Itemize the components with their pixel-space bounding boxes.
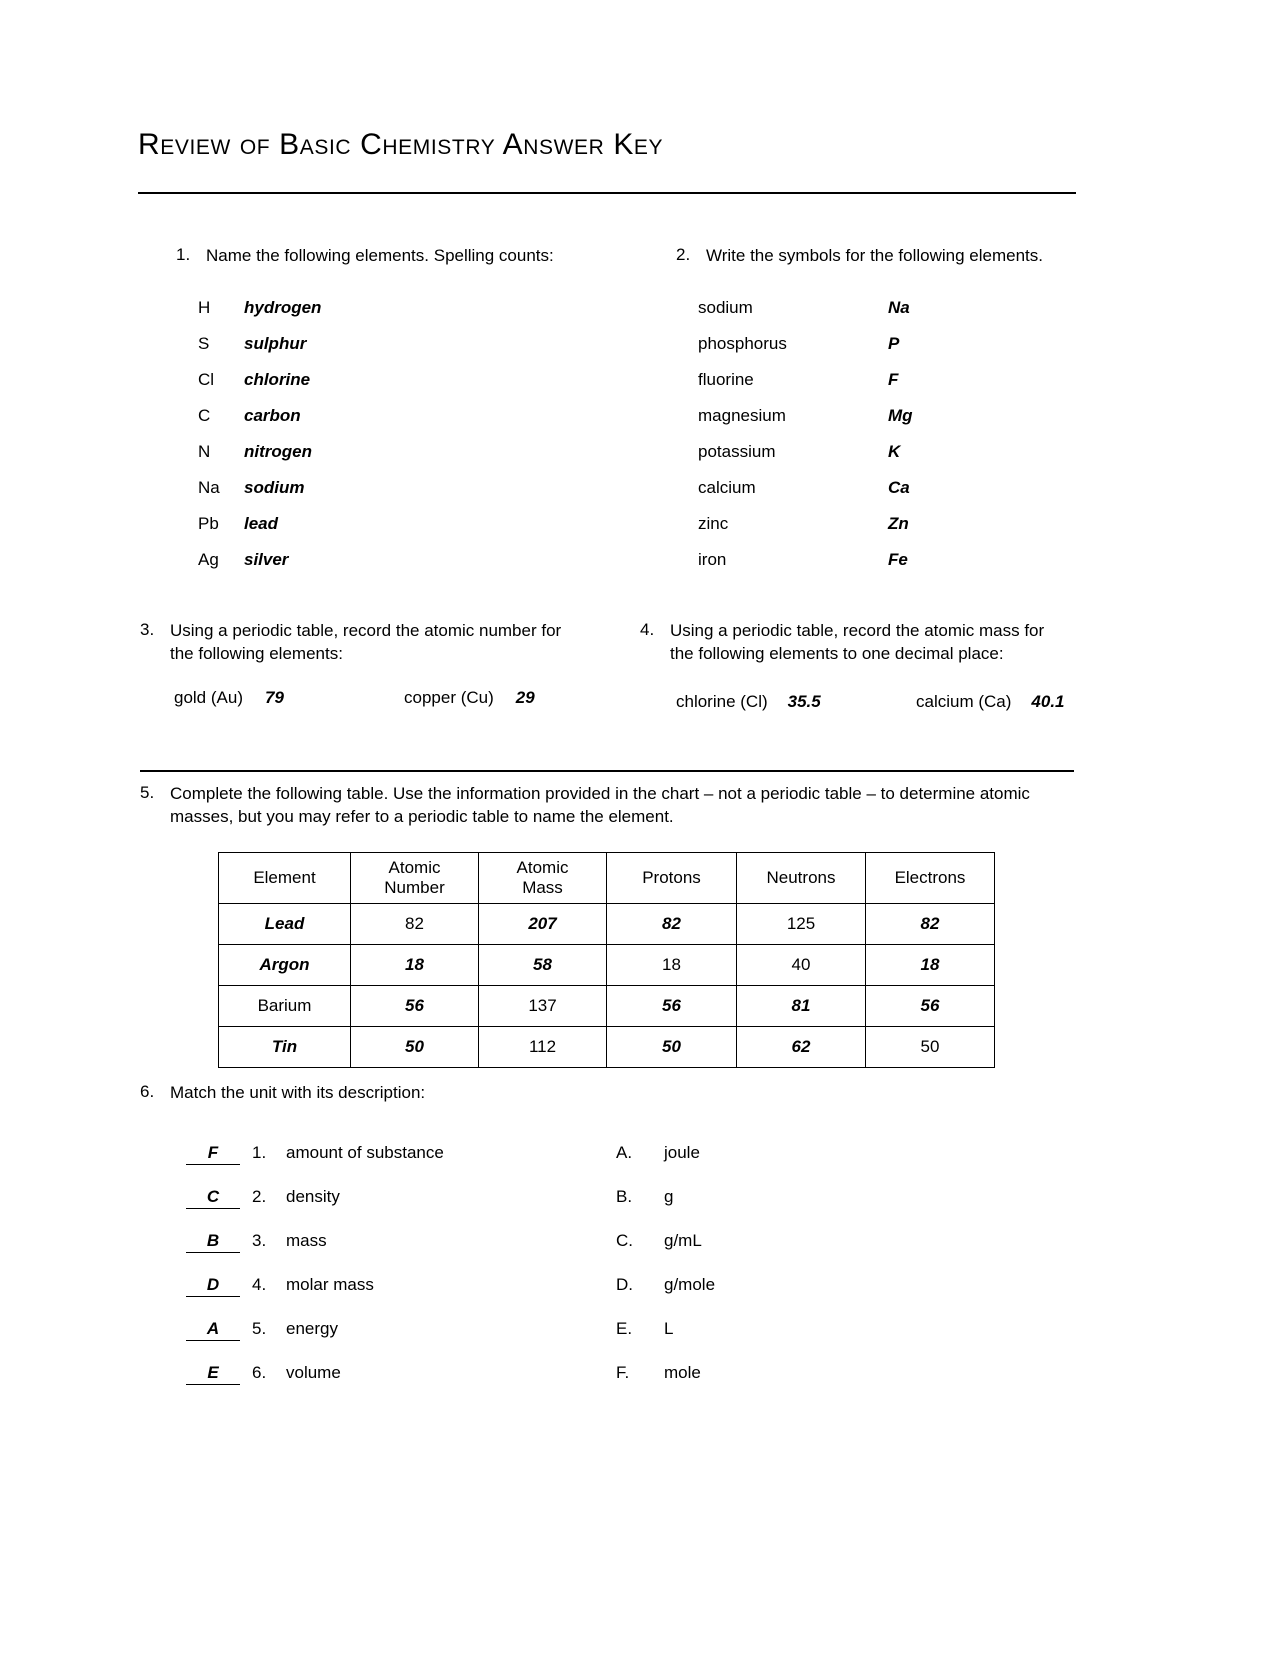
element-name: magnesium: [698, 405, 786, 425]
element-label: gold (Au): [174, 687, 243, 707]
element-name: sodium: [698, 297, 753, 317]
list-item: [616, 1231, 916, 1275]
page-title-wrap: [138, 128, 1076, 161]
element-pair-row: [198, 550, 596, 586]
cell-electrons: 56: [866, 986, 995, 1027]
cell-element: Lead: [219, 904, 351, 945]
element-pair-row: [698, 442, 1076, 478]
table-header-row: [219, 853, 995, 904]
element-symbol-answer: Mg: [888, 405, 913, 425]
question-3-text: Using a periodic table, record the atomic number for the following elements:: [170, 621, 562, 663]
question-3-item-1: [174, 688, 404, 708]
list-item: [616, 1319, 916, 1363]
element-symbol-answer: F: [888, 369, 899, 389]
element-pair-row: [698, 514, 1076, 550]
cell-atomic-number: 50: [351, 1027, 479, 1068]
element-pair-row: [198, 334, 596, 370]
atomic-number-answer: 79: [264, 687, 284, 707]
cell-atomic-mass: 58: [479, 945, 607, 986]
question-4-item-2: [916, 692, 1065, 712]
cell-electrons: 50: [866, 1027, 995, 1068]
atomic-number-answer: 29: [515, 687, 535, 707]
match-item-number: 3.: [252, 1231, 267, 1250]
element-name: potassium: [698, 441, 776, 461]
element-pair-row: [698, 550, 1076, 586]
match-answer-blank[interactable]: D: [186, 1275, 240, 1297]
question-3-heading: [140, 620, 610, 666]
cell-protons: 18: [607, 945, 737, 986]
element-label: calcium (Ca): [916, 691, 1012, 711]
table-row: [219, 1027, 995, 1068]
cell-electrons: 82: [866, 904, 995, 945]
atomic-mass-answer: 35.5: [787, 691, 821, 711]
element-symbol: N: [198, 441, 211, 461]
question-6-text: Match the unit with its description:: [170, 1083, 426, 1102]
element-symbol: Pb: [198, 513, 219, 533]
option-text: mole: [664, 1363, 701, 1382]
list-item: [186, 1187, 646, 1231]
header-line: Protons: [642, 867, 701, 887]
option-text: L: [664, 1319, 674, 1338]
cell-atomic-number: 56: [351, 986, 479, 1027]
cell-atomic-number: 82: [351, 904, 479, 945]
list-item: [186, 1363, 646, 1407]
element-symbol: H: [198, 297, 211, 317]
element-name: calcium: [698, 477, 756, 497]
section-divider: [140, 770, 1074, 772]
question-4-text: Using a periodic table, record the atomic mass for the following elements to one decimal place:: [670, 621, 1045, 663]
cell-electrons: 18: [866, 945, 995, 986]
element-name-answer: chlorine: [244, 369, 311, 389]
header-line: Electrons: [894, 867, 966, 887]
question-5-heading: [140, 783, 1080, 829]
option-text: g/mole: [664, 1275, 716, 1294]
cell-neutrons: 40: [737, 945, 866, 986]
question-4-number: 4.: [640, 620, 655, 639]
element-label: chlorine (Cl): [676, 691, 768, 711]
option-text: joule: [664, 1143, 700, 1162]
cell-element: Barium: [219, 986, 351, 1027]
match-item-description: energy: [286, 1319, 338, 1338]
element-name: zinc: [698, 513, 729, 533]
element-name-answer: sodium: [244, 477, 305, 497]
match-answer-blank[interactable]: B: [186, 1231, 240, 1253]
element-pair-row: [698, 478, 1076, 514]
option-text: g: [664, 1187, 674, 1206]
list-item: [616, 1143, 916, 1187]
option-letter: A.: [616, 1143, 633, 1162]
match-item-number: 2.: [252, 1187, 267, 1206]
match-item-description: amount of substance: [286, 1143, 444, 1162]
table-row: [219, 986, 995, 1027]
element-name-answer: lead: [244, 513, 279, 533]
element-pair-row: [698, 370, 1076, 406]
element-symbol-answer: K: [888, 441, 901, 461]
match-item-description: mass: [286, 1231, 327, 1250]
header-line: Number: [384, 878, 445, 897]
question-3-answers: [174, 688, 610, 708]
element-pair-row: [198, 370, 596, 406]
element-name: fluorine: [698, 369, 754, 389]
question-3-item-2: [404, 688, 535, 708]
option-letter: F.: [616, 1363, 630, 1382]
matching-descriptions-list: [186, 1143, 646, 1407]
question-3: [140, 620, 610, 708]
list-item: [616, 1363, 916, 1407]
match-item-number: 5.: [252, 1319, 267, 1338]
question-1-number: 1.: [176, 245, 191, 264]
element-symbol-answer: Ca: [888, 477, 910, 497]
list-item: [186, 1319, 646, 1363]
atomic-mass-answer: 40.1: [1031, 691, 1065, 711]
option-text: g/mL: [664, 1231, 702, 1250]
question-2-text: Write the symbols for the following elements.: [706, 246, 1043, 265]
element-name: phosphorus: [698, 333, 787, 353]
cell-atomic-number: 18: [351, 945, 479, 986]
table-row: [219, 904, 995, 945]
element-symbol: Cl: [198, 369, 215, 389]
table-row: [219, 945, 995, 986]
question-4: [640, 620, 1080, 712]
match-answer-blank[interactable]: A: [186, 1319, 240, 1341]
question-2: [676, 245, 1076, 586]
element-name-answer: silver: [244, 549, 289, 569]
element-symbol-answer: Fe: [888, 549, 908, 569]
header-divider: [138, 192, 1076, 194]
question-1: [176, 245, 596, 586]
question-5: [140, 783, 1080, 829]
list-item: [616, 1275, 916, 1319]
cell-protons: 50: [607, 1027, 737, 1068]
header-line: Atomic: [388, 857, 441, 877]
option-letter: B.: [616, 1187, 633, 1206]
cell-element: Tin: [219, 1027, 351, 1068]
header-line: Neutrons: [766, 867, 836, 887]
matching-options-list: [616, 1143, 916, 1407]
match-answer-blank[interactable]: F: [186, 1143, 240, 1165]
match-item-description: density: [286, 1187, 340, 1206]
element-pair-row: [198, 298, 596, 334]
element-symbol: Na: [198, 477, 220, 497]
question-6: [140, 1082, 1080, 1105]
column-header-electrons: [866, 853, 995, 904]
cell-neutrons: 62: [737, 1027, 866, 1068]
element-label: copper (Cu): [404, 687, 494, 707]
question-2-heading: [676, 245, 1076, 268]
element-symbol: S: [198, 333, 210, 353]
column-header-neutrons: [737, 853, 866, 904]
element-name-answer: sulphur: [244, 333, 307, 353]
option-letter: D.: [616, 1275, 633, 1294]
question-1-pairs: [198, 298, 596, 586]
question-4-answers: [676, 692, 1080, 712]
element-symbol-answer: Zn: [888, 513, 909, 533]
option-letter: E.: [616, 1319, 633, 1338]
question-5-text: Complete the following table. Use the information provided in the chart – not a periodic table – to determine atomic masses, but you may refer to a periodic table to name the element.: [170, 784, 1030, 826]
match-item-description: volume: [286, 1363, 341, 1382]
element-pair-row: [698, 298, 1076, 334]
cell-atomic-mass: 112: [479, 1027, 607, 1068]
cell-protons: 82: [607, 904, 737, 945]
question-4-heading: [640, 620, 1080, 666]
question-2-pairs: [698, 298, 1076, 586]
element-symbol: C: [198, 405, 211, 425]
page-title: Review of Basic Chemistry Answer Key: [138, 128, 664, 161]
match-answer-blank[interactable]: C: [186, 1187, 240, 1209]
question-3-number: 3.: [140, 620, 155, 639]
element-pair-row: [198, 406, 596, 442]
column-header-atomic-mass: [479, 853, 607, 904]
element-pair-row: [698, 334, 1076, 370]
match-answer-blank[interactable]: E: [186, 1363, 240, 1385]
list-item: [186, 1143, 646, 1187]
question-4-item-1: [676, 692, 916, 712]
header-line: Mass: [522, 878, 563, 897]
column-header-element: [219, 853, 351, 904]
question-1-text: Name the following elements. Spelling counts:: [206, 246, 554, 265]
element-pair-row: [698, 406, 1076, 442]
element-pair-row: [198, 442, 596, 478]
cell-protons: 56: [607, 986, 737, 1027]
question-2-number: 2.: [676, 245, 691, 264]
column-header-atomic-number: [351, 853, 479, 904]
question-6-number: 6.: [140, 1082, 155, 1101]
question-6-heading: [140, 1082, 1080, 1105]
header-line: Element: [253, 867, 316, 887]
element-symbol: Ag: [198, 549, 219, 569]
cell-neutrons: 81: [737, 986, 866, 1027]
element-symbol-answer: Na: [888, 297, 910, 317]
header-line: Atomic: [516, 857, 569, 877]
column-header-protons: [607, 853, 737, 904]
match-item-description: molar mass: [286, 1275, 374, 1294]
element-name: iron: [698, 549, 727, 569]
match-item-number: 4.: [252, 1275, 267, 1294]
list-item: [186, 1231, 646, 1275]
element-name-answer: nitrogen: [244, 441, 312, 461]
element-symbol-answer: P: [888, 333, 900, 353]
cell-neutrons: 125: [737, 904, 866, 945]
element-pair-row: [198, 478, 596, 514]
list-item: [186, 1275, 646, 1319]
match-item-number: 6.: [252, 1363, 267, 1382]
element-pair-row: [198, 514, 596, 550]
match-item-number: 1.: [252, 1143, 267, 1162]
question-5-number: 5.: [140, 783, 155, 802]
element-name-answer: hydrogen: [244, 297, 322, 317]
cell-element: Argon: [219, 945, 351, 986]
atomic-structure-table: [218, 852, 995, 1068]
cell-atomic-mass: 137: [479, 986, 607, 1027]
cell-atomic-mass: 207: [479, 904, 607, 945]
element-name-answer: carbon: [244, 405, 301, 425]
list-item: [616, 1187, 916, 1231]
question-1-heading: [176, 245, 596, 268]
option-letter: C.: [616, 1231, 633, 1250]
